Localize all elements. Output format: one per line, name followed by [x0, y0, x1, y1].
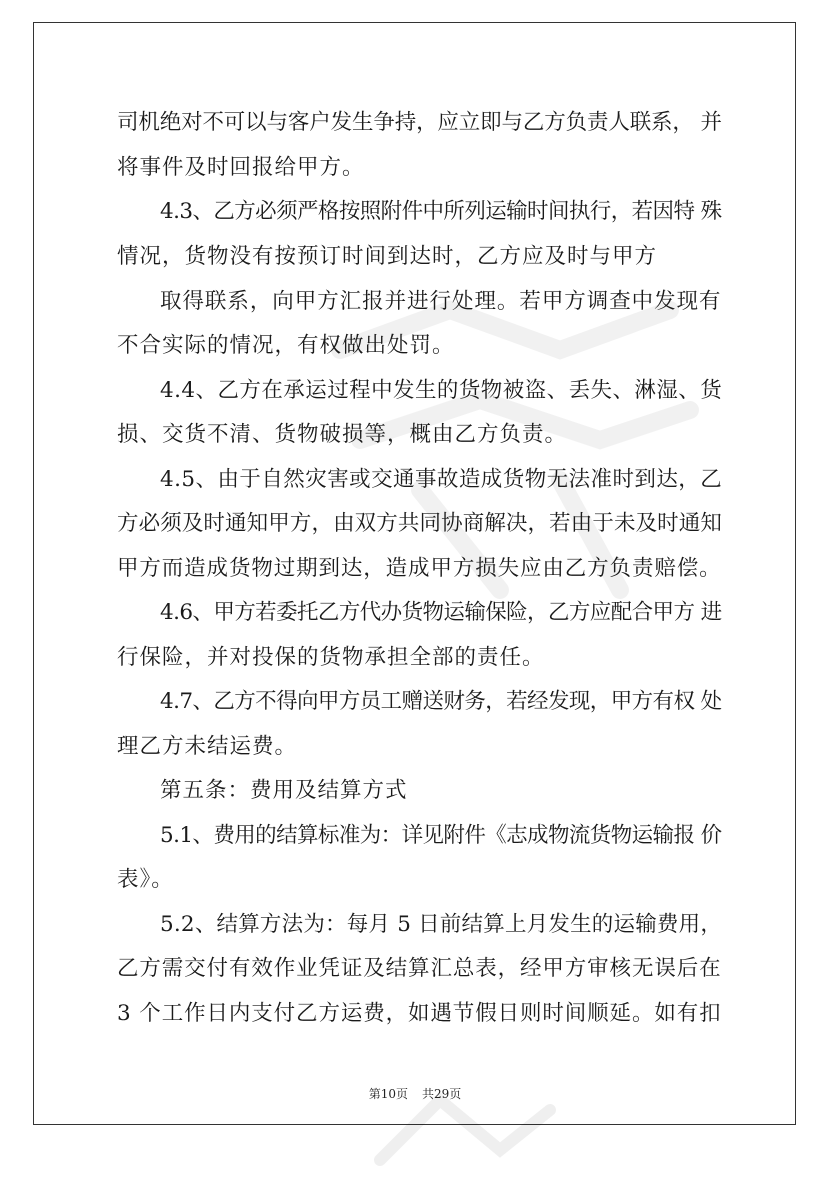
- text-line: 4.7、乙方不得向甲方员工赠送财务，若经发现，甲方有权 处: [160, 689, 722, 714]
- text-line: 情况，货物没有按预订时间到达时，乙方应及时与甲方: [117, 244, 658, 269]
- text-line: 不合实际的情况，有权做出处罚。: [117, 333, 455, 358]
- text-line: 乙方需交付有效作业凭证及结算汇总表，经甲方审核无误后在: [117, 956, 722, 981]
- text-line: 司机绝对不可以与客户发生争持，应立即与乙方负责人联系， 并: [117, 110, 722, 135]
- text-line: 4.5、由于自然灾害或交通事故造成货物无法准时到达，乙: [160, 467, 723, 492]
- page-number-current: 第10页: [368, 1087, 408, 1101]
- text-line: 4.6、甲方若委托乙方代办货物运输保险，乙方应配合甲方 进: [160, 600, 722, 625]
- text-line: 3 个工作日内支付乙方运费，如遇节假日则时间顺延。如有扣: [117, 1001, 722, 1026]
- text-line: 4.4、乙方在承运过程中发生的货物被盗、丢失、淋湿、货: [160, 378, 723, 403]
- page-number-total: 共29页: [422, 1087, 462, 1101]
- text-line: 行保险，并对投保的货物承担全部的责任。: [117, 645, 545, 670]
- text-line: 表》。: [117, 867, 174, 892]
- section-heading: 第五条：费用及结算方式: [160, 778, 408, 803]
- text-line: 将事件及时回报给甲方。: [117, 155, 365, 180]
- text-line: 理乙方未结运费。: [117, 734, 298, 759]
- text-line: 甲方而造成货物过期到达，造成甲方损失应由乙方负责赔偿。: [117, 556, 722, 581]
- text-line: 4.3、乙方必须严格按照附件中所列运输时间执行，若因特 殊: [160, 199, 722, 224]
- text-line: 损、交货不清、货物破损等，概由乙方负责。: [117, 422, 568, 447]
- text-line: 方必须及时通知甲方，由双方共同协商解决，若由于未及时通知: [117, 511, 723, 536]
- page-footer: [0, 1087, 830, 1101]
- text-line: 5.1、费用的结算标准为：详见附件《志成物流货物运输报 价: [160, 823, 722, 848]
- text-line: 5.2、结算方法为：每月 5 日前结算上月发生的运输费用，: [160, 912, 723, 937]
- text-line: 取得联系，向甲方汇报并进行处理。若甲方调查中发现有: [160, 289, 722, 314]
